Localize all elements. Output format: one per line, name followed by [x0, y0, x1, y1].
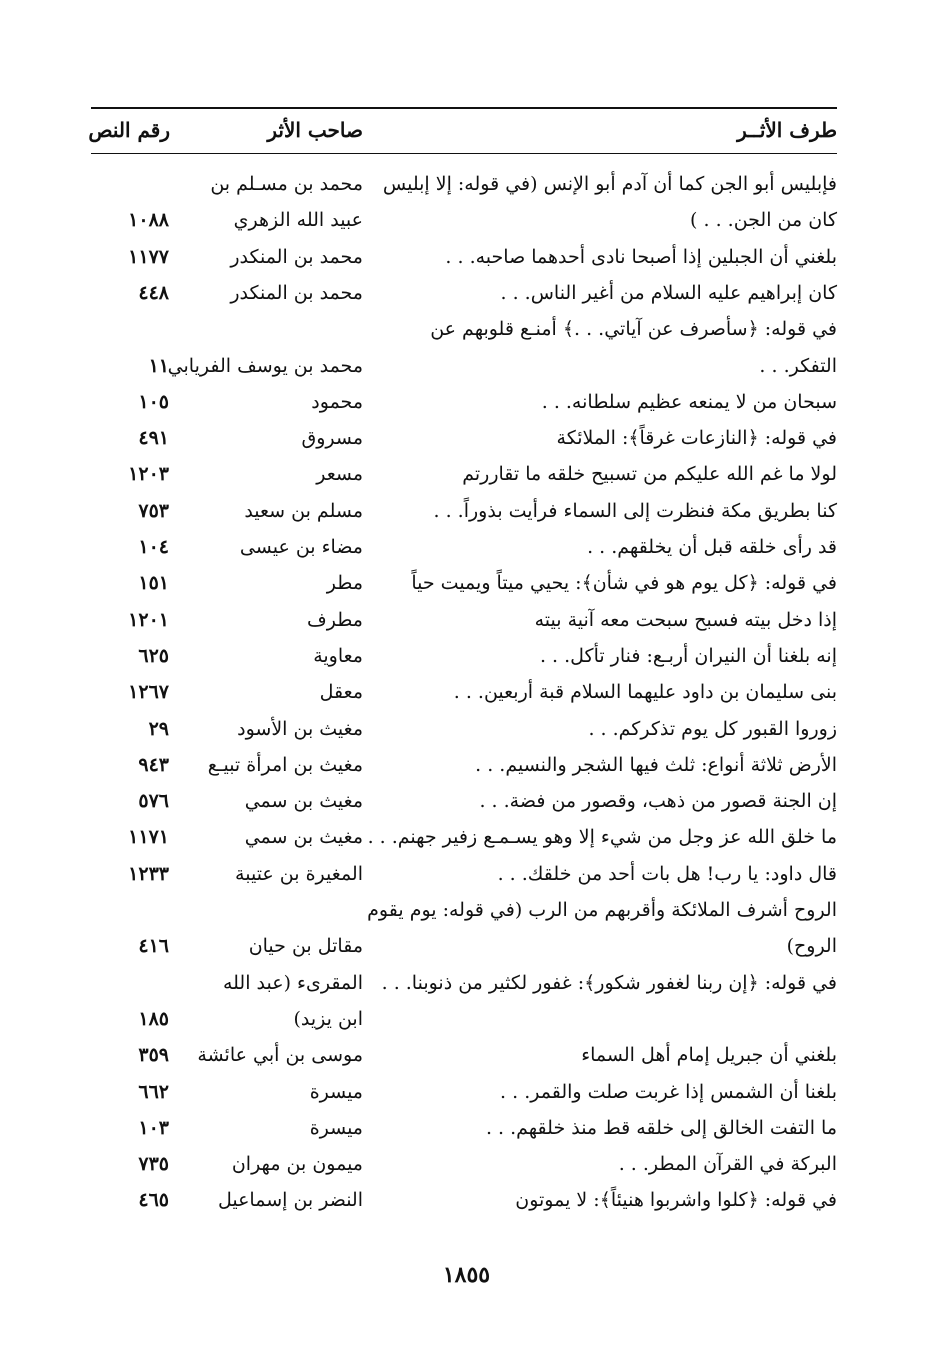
row-text: سبحان من لا يمنعه عظيم سلطانه. . .: [541, 391, 837, 413]
row-number: ١٥١: [138, 572, 169, 594]
header-rule: [91, 153, 837, 154]
row-number: ١٢٦٧: [128, 681, 169, 703]
row-number: ١٢٣٣: [128, 863, 169, 885]
row-author: معقل: [319, 681, 363, 703]
row-author: محمد بن المنكدر: [230, 246, 363, 268]
row-text: الأرض ثلاثة أنواع: ثلث فيها الشجر والنسيم. . .: [475, 754, 837, 776]
row-author: ابن يزيد): [293, 1008, 363, 1030]
row-number: ٤٩١: [138, 427, 169, 449]
row-text: فإبليس أبو الجن كما أن آدم أبو الإنس (في قوله: إلا إبليس: [382, 173, 837, 195]
row-text: بلغنا أن الشمس إذا غربت صلت والقمر. . .: [500, 1081, 837, 1103]
row-text: كان من الجن. . . ): [690, 209, 837, 231]
row-author: مقاتل بن حيان: [248, 935, 363, 957]
row-text: في قوله: ﴿كلوا واشربوا هنيئاً﴾: لا يموتون: [515, 1189, 837, 1211]
row-number: ٤١٦: [138, 935, 169, 957]
row-text: كان إبراهيم عليه السلام من أغير الناس. . .: [500, 282, 837, 304]
row-text: الروح): [786, 935, 837, 957]
row-text: في قوله: ﴿كل يوم هو في شأن﴾: يحيي ميتاً ويميت حياً: [411, 572, 837, 594]
row-author: محمد بن يوسف الفريابي: [167, 355, 363, 377]
row-author: مسلم بن سعيد: [244, 500, 363, 522]
row-number: ٤٦٥: [138, 1189, 169, 1211]
row-text: قال داود: يا رب! هل بات أحد من خلقك. . .: [497, 863, 837, 885]
row-number: ٥٧٦: [138, 790, 169, 812]
row-author: مسروق: [301, 427, 363, 449]
row-number: ٢٩: [148, 718, 169, 740]
row-text: الروح أشرف الملائكة وأقربهم من الرب (في قوله: يوم يقوم: [367, 899, 837, 921]
row-text: إنه بلغنا أن النيران أربـع: فنار تأكل. . .: [539, 645, 837, 667]
row-text: إذا دخل بيته فسبح سبحت معه آنية بيته: [534, 609, 837, 631]
row-author: مضاء بن عيسى: [239, 536, 363, 558]
row-author: عبيد الله الزهري: [233, 209, 363, 231]
row-text: كنا بطريق مكة فنظرت إلى السماء فرأيت بذوراً. . .: [433, 500, 837, 522]
row-text: إن الجنة قصور من ذهب، وقصور من فضة. . .: [479, 790, 837, 812]
row-number: ١١٧٧: [128, 246, 169, 268]
row-author: ميسرة: [309, 1081, 363, 1103]
row-number: ٩٤٣: [138, 754, 169, 776]
row-author: النضر بن إسماعيل: [217, 1189, 363, 1211]
page-number: ١٨٥٥: [442, 1262, 491, 1288]
row-text: التفكر. . .: [759, 355, 837, 377]
row-number: ٦٢٥: [138, 645, 169, 667]
row-text: في قوله: ﴿النازعات غرقاً﴾: الملائكة: [556, 427, 837, 449]
row-text: في قوله: ﴿سأصرف عن آياتي. . .﴾ أمنـع قلوبهم عن: [430, 318, 837, 340]
row-text: بلغني أن الجبلين إذا أصبحا نادى أحدهما صاحبه. . .: [445, 246, 837, 268]
row-author: المغيرة بن عتيبة: [235, 863, 363, 885]
row-author: محمود: [311, 391, 363, 413]
row-author: مطر: [326, 572, 363, 594]
row-number: ١٢٠١: [128, 609, 169, 631]
row-author: مغيث بن امرأة تبيـع: [207, 754, 363, 776]
row-author: المقرىء (عبد الله: [222, 972, 363, 994]
row-author: محمد بن المنكدر: [230, 282, 363, 304]
row-number: ١٠٣: [138, 1117, 169, 1139]
row-author: مغيث بن الأسود: [237, 718, 363, 740]
row-author: ميسرة: [309, 1117, 363, 1139]
row-number: ٧٥٣: [138, 500, 169, 522]
row-author: موسى بن أبي عائشة: [197, 1044, 363, 1066]
row-number: ١٠٨٨: [128, 209, 169, 231]
row-number: ١٠٥: [138, 391, 169, 413]
header-text-number: رقم النص: [88, 118, 170, 142]
row-author: محمد بن مسـلم بن: [210, 173, 363, 195]
row-author: معاوية: [313, 645, 363, 667]
row-text: في قوله: ﴿إن ربنا لغفور شكور﴾: غفور لكثير من ذنوبنا. . .: [381, 972, 837, 994]
row-number: ١٨٥: [138, 1008, 169, 1030]
row-number: ١٠٤: [138, 536, 169, 558]
row-number: ٣٥٩: [138, 1044, 169, 1066]
row-number: ١١: [148, 355, 169, 377]
row-text: بنى سليمان بن داود عليهما السلام قبة أربعين. . .: [453, 681, 837, 703]
row-number: ٤٤٨: [138, 282, 169, 304]
row-number: ١١٧١: [128, 826, 169, 848]
row-number: ١٢٠٣: [128, 463, 169, 485]
header-athar-author: صاحب الأثر: [267, 118, 363, 142]
row-author: ميمون بن مهران: [231, 1153, 363, 1175]
row-text: البركة في القرآن المطر. . .: [618, 1153, 837, 1175]
row-text: ما خلق الله عز وجل من شيء إلا وهو يسـمـع زفير جهنم. . .: [367, 826, 837, 848]
row-text: لولا ما غم الله عليكم من تسبيح خلقه ما تقاررتم: [462, 463, 837, 485]
row-text: بلغني أن جبريل إمام أهل السماء: [581, 1044, 837, 1066]
row-author: مسعر: [316, 463, 363, 485]
row-text: ما التفت الخالق إلى خلقه قط منذ خلقهم. . .: [485, 1117, 837, 1139]
top-rule: [91, 107, 837, 109]
header-athar-start: طرف الأثــر: [737, 118, 837, 142]
row-author: مطرف: [307, 609, 363, 631]
row-text: قد رأى خلقه قبل أن يخلقهم. . .: [587, 536, 837, 558]
row-number: ٦٦٢: [138, 1081, 169, 1103]
row-number: ٧٣٥: [138, 1153, 169, 1175]
row-author: مغيث بن سمي: [244, 790, 363, 812]
row-text: زوروا القبور كل يوم تذكركم. . .: [588, 718, 837, 740]
row-author: مغيث بن سمي: [244, 826, 363, 848]
